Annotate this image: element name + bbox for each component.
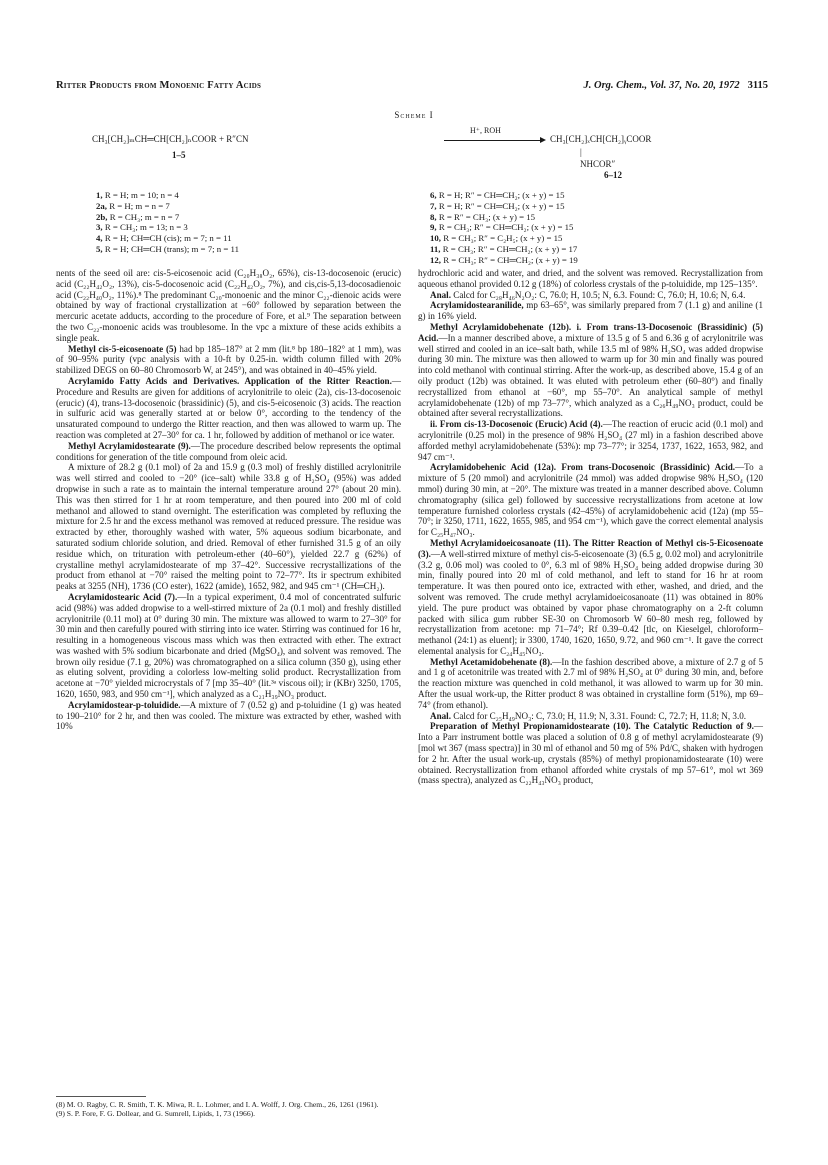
paragraph — [56, 344, 401, 376]
paragraph-body: —In the fashion described above, a mixture of 2.7 g of 5 and 1 g of acetonitrile was treated with 2.7 ml of 98% H₂SO₄ at 0° during 30 min, and, before the reaction mixture was quenched in cold methanol, it was allowed to warm up for 30 min. After the usual work-up, the Ritter product 8 was obtained in crystalline form (51%), mp 69–74° (from ethanol). — [418, 656, 763, 710]
paragraph — [418, 657, 763, 711]
paragraph — [418, 711, 763, 722]
journal-name: J. Org. Chem., Vol. 37, No. 20, 1972 — [583, 80, 740, 91]
compound-definition — [430, 255, 750, 266]
compound-definitions-right — [430, 190, 750, 266]
paragraph-heading: Acrylamidobehenic Acid (12a). From trans-Docosenoic (Brassidinic) Acid. — [430, 462, 736, 473]
compound-formula: R = R″ = CH₃; (x + y) = 15 — [438, 211, 536, 222]
paragraph — [418, 462, 763, 538]
compound-definitions-left — [96, 190, 396, 255]
compound-number: 4, — [96, 233, 103, 244]
paragraph — [418, 322, 763, 419]
compound-definition — [430, 233, 750, 244]
compound-definition — [430, 201, 750, 212]
compound-number: 9, — [430, 222, 437, 233]
paragraph-body: —A mixture of 7 (0.52 g) and p-toluidine (1 g) was heated to 190–210° for 2 hr, and then was cooled. The mixture was extracted by ether, washed with 10% — [56, 699, 401, 732]
compound-number: 1, — [96, 190, 103, 200]
compound-definition — [430, 222, 750, 233]
paragraph-body: Calcd for C₂₅H₄₉NO₃: C, 73.0; H, 11.9; N, 3.31. Found: C, 72.7; H, 11.8; N, 3.0. — [450, 710, 747, 721]
compound-definition — [96, 222, 396, 233]
paragraph-heading: Methyl Acrylamidostearate (9). — [68, 440, 191, 451]
paragraph — [56, 462, 401, 592]
running-title: Ritter Products from Monoenic Fatty Acids — [56, 80, 262, 91]
journal-citation — [584, 80, 768, 91]
compound-number: 11, — [430, 243, 441, 254]
compound-number: 10, — [430, 233, 441, 244]
compound-formula: R = CH₃; m = n = 7 — [109, 211, 180, 222]
scheme-title: Scheme I — [394, 110, 434, 120]
paragraph-heading: Acrylamidostear-p-toluidide. — [68, 699, 181, 710]
paragraph-body: —The reaction of erucic acid (0.1 mol) and acrylonitrile (0.25 mol) in the presence of 98% H₂SO₄ (27 ml) in a fashion described above afforded methyl acrylamidobehenate (53%): mp 73–77°; ir 3254, 1737, 1622, 1653, 982, and 947 cm⁻¹. — [418, 419, 764, 462]
compound-number: 8, — [430, 211, 437, 222]
compound-definition — [96, 201, 396, 212]
footnote-rule — [56, 1096, 146, 1097]
page-number: 3115 — [747, 80, 768, 91]
compound-formula: R = H; R″ = CH═CH₂; (x + y) = 15 — [438, 200, 565, 211]
compound-number: 5, — [96, 243, 103, 254]
reaction-scheme — [92, 128, 772, 178]
paragraph-heading: Anal. — [430, 710, 451, 721]
reaction-conditions: H⁺, ROH — [470, 126, 501, 135]
paragraph — [56, 592, 401, 700]
compound-definition — [96, 244, 396, 255]
paragraph — [418, 538, 763, 657]
paragraph-body: —In a manner described above, a mixture of 13.5 g of 5 and 6.36 g of acrylonitrile was well stirred and cooled in an ice–salt bath, while 13.5 ml of 98% H₂SO₄ was added dropwise during 30 min. The mixture was then allowed to warm up for 30 min and finally was poured into cold methanol with continual stirring. After the work-up, as described above, 15.4 g of an oily product (12b) was obtained. It was eluted with petroleum ether (60–80°) and finally recrystallized from ethanol at −60°, mp 55–70°. An analytical sample of methyl acrylamidobehenate (12b) of mp 73–77°, which analyzed as a C₂₆H₄₉NO₃ product, could be obtained after several recrystallizations. — [418, 332, 763, 419]
compound-definition — [96, 190, 396, 201]
reaction-arrow — [444, 140, 544, 141]
running-header — [56, 80, 768, 96]
product: CH₃[CH₂]ₓCH[CH₂]ᵧCOOR — [550, 134, 652, 144]
compound-definition — [96, 212, 396, 223]
product-substituent — [580, 146, 615, 170]
compound-formula: R = H; m = n = 7 — [109, 200, 170, 211]
paragraph-heading: Methyl Acetamidobehenate (8). — [430, 656, 553, 667]
reactant-label: 1–5 — [172, 150, 186, 160]
paragraph — [418, 268, 763, 290]
compound-formula: R = H; m = 10; n = 4 — [104, 190, 179, 200]
paragraph-body: nents of the seed oil are: cis-5-eicosenoic acid (C₂₀H₃₈O₂, 65%), cis-13-docosenoic (erucic) acid (C₂₂H₄₂O₂, 13%), cis-5-docosenoic acid (C₂₂H₄₂O₂, 7%), and cis,cis-5,13-docosadienoic acid (C₂₂H₄₀O₂, 11%).⁸ The predominant C₂₀-monoenic and the minor C₂₂-dienoic acids were obtained by way of fractional crystallization at −60° followed by separation between the mercuric acetate adducts, according to the procedure of Fore, et al.⁹ The separation between the two C₂₂-monoenic acids was troublesome. In the vpc a mixture of these acids exhibits a single peak. — [56, 268, 401, 343]
compound-formula: R = CH₃; R″ = CH═CH₂; (x + y) = 17 — [442, 243, 578, 254]
paragraph-body: —Into a Parr instrument bottle was placed a solution of 0.8 g of methyl acrylamidostearate (9) [mol wt 367 (mass spectra)] in 30 ml of ethanol and 50 mg of 5% Pd/C, shaken with hydrogen for 2 hr. After the usual work-up, crystals (85%) of methyl propionamidostearate (10) were obtained. Recrystallization from ethanol afforded white crystals of mp 57–61°, mol wt 369 (mass spectra), analyzed as C₂₂H₄₃NO₃ product, — [418, 721, 763, 786]
paragraph — [418, 300, 763, 322]
substituent-group: NHCOR″ — [580, 159, 616, 169]
paragraph — [56, 376, 401, 441]
compound-number: 7, — [430, 200, 437, 211]
bond-line: | — [580, 147, 582, 157]
paragraph-body: had bp 185–187° at 2 mm (lit.⁸ bp 180–182° at 1 mm), was of 90–95% purity (vpc analysis with a 10-ft by 0.25-in. width column filled with 20% stabilized DEGS on 60–80 Chromosorb W, at 245°), and was obtained in 40–45% yield. — [56, 343, 401, 376]
paragraph-heading: Acrylamidostearic Acid (7). — [68, 591, 178, 602]
paragraph-body: Calcd for C₂₈H₄₆N₂O₂: C, 76.0; H, 10.5; N, 6.3. Found: C, 76.0; H, 10.6; N, 6.4. — [450, 289, 746, 300]
paragraph-body: —Procedure and Results are given for additions of acrylonitrile to oleic (2a), cis-13-docosenoic (erucic) (4), trans-13-docosenoic (brassidinic) (5), and cis-5-eicosenoic (3) acids. The reaction in sulfuric acid was generally started at or below 0°, according to the tendency of the unsaturated compound to undergo the Ritter reaction, and then was allowed to warm up. The reaction was completed at 27–30° for ca. 1 hr, followed by addition of methanol or ice water. — [56, 375, 401, 440]
compound-definition — [96, 233, 396, 244]
paragraph-body: —A well-stirred mixture of methyl cis-5-eicosenoate (3) (6.5 g, 0.02 mol) and acrylonitrile (3.2 g, 0.06 mol) was cooled to 0°, 6.3 ml of 98% H₂SO₄ being added dropwise during 30 min, finally poured into 20 ml of cold methanol, and left to stand for 16 hr at room temperature. It was then poured onto ice, extracted with ether, washed, and dried, and the solvent was removed. The crude methyl acrylamidoeicosanoate (11) was obtained in 80% yield. The pure product was obtained by vapor phase chromatography on a 2-ft column packed with silica gum rubber SE-30 on Chromosorb W 60–80 mesh reg, followed by recrystallization from acetone: mp 71–74°; Rf 0.39–0.42 [tlc, on Kieselgel, chloroform–methanol (24:1) as eluent]; ir 3300, 1740, 1620, 1650, 9.72, and 960 cm⁻¹. It gave the correct elemental analysis for C₂₄H₄₅NO₃. — [418, 548, 763, 656]
compound-number: 3, — [96, 222, 103, 233]
paragraph-heading: Methyl Acrylamidoeicosanoate (11). The Ritter Reaction of Methyl cis-5-Eicosenoate (3). — [418, 537, 763, 559]
paragraph-heading: Methyl Acrylamidobehenate (12b). i. From trans-13-Docosenoic (Brassidinic) (5) Acid. — [418, 321, 763, 343]
paragraph-body: —To a mixture of 5 (20 mmol) and acrylonitrile (24 mmol) was added dropwise 98% H₂SO₄ (120 mmol) during 30 min, at −20°. The mixture was treated in a manner described above. Column chromatography (silica gel) followed by successive recrystallizations from acetone at low temperature furnished colorless crystals (42–45%) of acrylamidobehenic acid (12a) (mp 55–70°; ir 3250, 1711, 1622, 1655, 985, and 954 cm⁻¹), which gave the correct elemental analysis for C₂₅H₄₇NO₃. — [418, 462, 763, 538]
compound-formula: R = CH₃; R″ = CH═CH₂; (x + y) = 15 — [438, 222, 574, 233]
footnote: (9) S. P. Fore, F. G. Dollear, and G. Sumrell, Lipids, 1, 73 (1966). — [56, 1109, 256, 1119]
paragraph — [418, 290, 763, 301]
text-column-right — [418, 268, 763, 786]
paragraph-body: —In a typical experiment, 0.4 mol of concentrated sulfuric acid (98%) was added dropwise to a well-stirred mixture of 2a (0.1 mol) and freshly distilled acrylonitrile (0.11 mol) at 0° during 30 min. The mixture was allowed to warm to 27–30° for 30 min and then carefully poured with stirring into ice water. Stirring was continued for 16 hr, resulting in a homogeneous viscous mass which was then extracted with ether. The extract was washed with 5% sodium bicarbonate and dried (MgSO₄), and solvent was removed. The brown oily residue (7.1 g, 20%) was chromatographed on a silica column (350 g), using ether as eluting solvent, providing a colorless low-melting solid product. Recrystallization from acetone at −70° yielded microcrystals of 7 [mp 35–40° (lit.³ᵃ viscous oil); ir (KBr) 3250, 1705, 1620, 1650, 983, and 950 cm⁻¹], which analyzed as a C₂₁H₃₉NO₃ product. — [56, 591, 401, 700]
compound-formula: R = CH₃; R″ = C₂H₅; (x + y) = 15 — [443, 233, 563, 244]
paragraph-body: mp 63–65°, was similarly prepared from 7 (1.1 g) and aniline (1 g) in 16% yield. — [418, 300, 763, 322]
reactants: CH₃[CH₂]ₘCH═CH[CH₂]ₙCOOR + R″CN — [92, 134, 249, 144]
compound-number: 6, — [430, 190, 437, 200]
paragraph-body: hydrochloric acid and water, and dried, and the solvent was removed. Recrystallization from aqueous ethanol provided 0.12 g (18%) of colorless crystals of the p-toluidide, mp 125–135°. — [418, 268, 763, 289]
compound-formula: R = H; CH═CH (cis); m = 7; n = 11 — [104, 233, 232, 244]
text-column-left — [56, 268, 401, 732]
product-label: 6–12 — [604, 170, 622, 180]
paragraph — [418, 419, 763, 462]
paragraph — [56, 700, 401, 732]
compound-formula: R = H; R″ = CH═CH₂; (x + y) = 15 — [438, 190, 565, 200]
compound-number: 2a, — [96, 200, 107, 211]
paragraph — [56, 441, 401, 463]
paragraph-heading: Acrylamido Fatty Acids and Derivatives. Application of the Ritter Reaction. — [68, 375, 392, 386]
compound-definition — [430, 212, 750, 223]
paragraph — [56, 268, 401, 344]
paragraph-heading: Preparation of Methyl Propionamidostearate (10). The Catalytic Reduction of 9. — [430, 721, 754, 732]
paragraph-body: A mixture of 28.2 g (0.1 mol) of 2a and 15.9 g (0.3 mol) of freshly distilled acrylonitrile was well stirred and cooled to −20° (ice–salt) while 33.8 g of H₂SO₄ (95%) was added dropwise in such a rate as to maintain the internal temperature around 27° (about 20 min). This was then stirred for 1 hr at room temperature, and then poured into 200 ml of cold methanol and allowed to stand overnight. The esterification was completed by refluxing the mixture for 2.5 hr and the excess methanol was removed at reduced pressure. The residue was extracted by ether, thoroughly washed with water, 5% aqueous sodium bicarbonate, and saturated sodium chloride solution, and dried. Removal of ether furnished 31.5 g of an oily residue which, on trituration with petroleum-ether (40–60°), yielded 22.7 g (62%) of crystalline methyl acrylamidostearate of mp 37–42°. Successive recrystallizations of the product from ethanol at −70° raised the melting point to 72–77°. Its ir spectrum exhibited peaks at 3255 (NH), 1736 (CO ester), 1622 (amide), 1652, 982, and 945 cm⁻¹ (CH═CH₂). — [56, 462, 401, 592]
compound-definition — [430, 190, 750, 201]
compound-formula: R = CH₃; m = 13; n = 3 — [104, 222, 188, 233]
paragraph-heading: Anal. — [430, 289, 451, 300]
paragraph-heading: Acrylamidostearanilide, — [430, 300, 524, 311]
compound-number: 2b, — [96, 211, 108, 222]
footnote: (8) M. O. Ragby, C. R. Smith, T. K. Miwa, R. L. Lohmer, and I. A. Wolff, J. Org. Chem., 26, 1261 (1961). — [56, 1100, 379, 1109]
compound-formula: R = H; CH═CH (trans); m = 7; n = 11 — [104, 243, 239, 254]
footnotes — [56, 1100, 401, 1118]
paragraph — [418, 721, 763, 786]
paragraph-body: —The procedure described below represents the optimal conditions for generation of the title compound from oleic acid. — [56, 440, 401, 462]
compound-definition — [430, 244, 750, 255]
paragraph-heading: Methyl cis-5-eicosenoate (5) — [68, 343, 177, 354]
compound-formula: R = CH₃; R″ = CH═CH₂; (x + y) = 19 — [443, 254, 578, 265]
compound-number: 12, — [430, 254, 441, 265]
paragraph-heading: ii. From cis-13-Docosenoic (Erucic) Acid (4). — [430, 419, 603, 430]
